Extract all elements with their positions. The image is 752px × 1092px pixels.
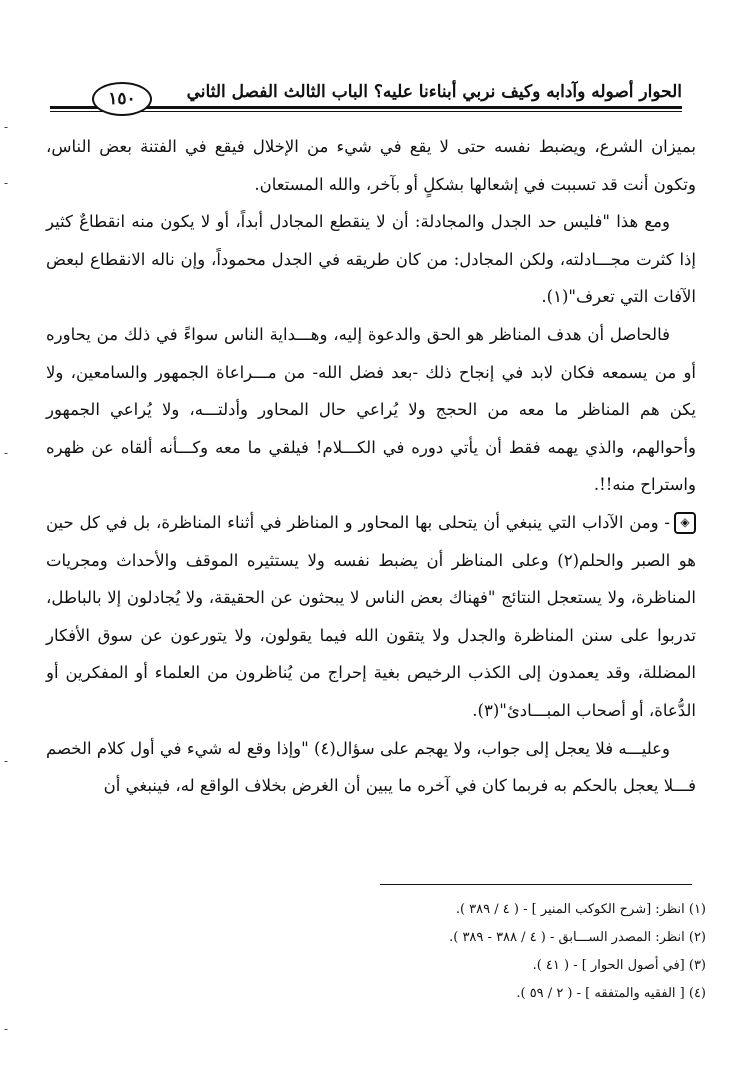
header-title: الحوار أصوله وآدابه وكيف نربي أبناءنا عليه؟ الباب الثالث الفصل الثاني <box>181 82 682 102</box>
footnote-divider <box>380 884 692 885</box>
margin-mark: - <box>4 120 9 134</box>
running-header <box>50 80 682 118</box>
paragraph: فالحاصل أن هدف المناظر هو الحق والدعوة إليه، وهـــداية الناس سواءً في ذلك من يحاوره أو من يسمعه فكان لابد في إنجاح ذلك -بعد فضل الله- من مـــراعاة الجمهور والسامعين، ولا يكن هم المناظر ما معه من الحجج ولا يُراعي حال المحاور وأدلتـــه، ولا يُراعي الجمهور وأحوالهم، والذي يهمه فقط أن يأتي دوره في الكـــلام! فيلقي ما معه وكـــأنه ألقاه عن ظهره واستراح منه!!. <box>46 324 696 495</box>
paragraph-text: - ومن الآداب التي ينبغي أن يتحلى بها المحاور و المناظر في أثناء المناظرة، بل في كل حين هو الصبر والحلم(٢) وعلى المناظر أن يضبط نفسه ولا يستثيره الموقف والأحداث ومجريات المناظرة، ولا يستعجل النتائج "فهناك بعض الناس لا يبحثون عن الحقيقة، ولا يُجادلون إلا بالباطل، تدربوا على سنن المناظرة والجدل ولا يتقون الله فيما يقولون، ولا يتورعون عن سوق الأفكار المضللة، وقد يعمدون إلى الكذب الرخيص بغية إحراج من يُناظرون من العلماء أو المفكرين أو الدُّعاة، أو أصحاب المبـــادئ"(٣). <box>46 512 696 720</box>
margin-mark: - <box>4 1022 9 1036</box>
paragraph <box>46 504 696 730</box>
footnote: (٣) [في أصول الحوار ] - ( ٤١ ). <box>532 958 706 973</box>
paragraph: بميزان الشرع، ويضبط نفسه حتى لا يقع في شيء من الإخلال فيقع في الفتنة بعض الناس، وتكون أنت قد تسببت في إشعالها بشكلٍ أو بآخر، والله المستعان. <box>46 137 696 194</box>
footnotes <box>146 896 706 1008</box>
footnote: (١) انظر: [شرح الكوكب المنير ] - ( ٤ / ٣٨٩ ). <box>455 902 706 917</box>
margin-mark: - <box>4 446 9 460</box>
page-number: ١٥٠ <box>92 82 152 116</box>
diamond-icon: ◈ <box>674 512 696 534</box>
body-text <box>46 128 696 805</box>
footnote: (٢) انظر: المصدر الســـابق - ( ٤ / ٣٨٨ - ٣٨٩ ). <box>449 930 706 945</box>
margin-mark: - <box>4 754 9 768</box>
paragraph: ومع هذا "فليس حد الجدل والمجادلة: أن لا ينقطع المجادل أبداً، أو لا يكون منه انقطاعٌ كثير إذا كثرت مجـــادلته، ولكن المجادل: من كان طريقه في الجدل محموداً، وإن ناله الانقطاع لبعض الآفات التي تعرف"(١). <box>46 212 696 307</box>
margin-mark: - <box>4 176 9 190</box>
footnote: (٤) [ الفقيه والمتفقه ] - ( ٢ / ٥٩ ). <box>516 986 706 1001</box>
paragraph: وعليـــه فلا يعجل إلى جواب، ولا يهجم على سؤال(٤) "وإذا وقع له شيء في أول كلام الخصم فـــلا يعجل بالحكم به فربما كان في آخره ما يبين أن الغرض بخلاف الواقع له، فينبغي أن <box>46 738 696 796</box>
